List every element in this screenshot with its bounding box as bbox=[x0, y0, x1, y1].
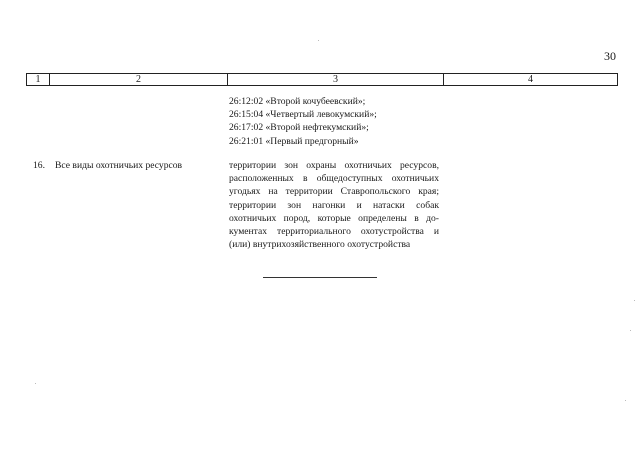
page-number: 30 bbox=[604, 49, 616, 63]
header-col-2: 2 bbox=[50, 74, 228, 85]
description-line: территории зон охраны охотничьих ресурсов, bbox=[229, 160, 439, 171]
code-line: 26:17:02 «Второй нефтекумский»; bbox=[229, 122, 369, 134]
code-line: 26:15:04 «Четвертый левокумский»; bbox=[229, 109, 377, 121]
header-col-1: 1 bbox=[27, 74, 50, 85]
description-line: территории зон нагонки и натаски собак bbox=[229, 199, 439, 211]
header-col-3: 3 bbox=[228, 74, 444, 85]
resource-name: Все виды охотничьих ресурсов bbox=[55, 160, 183, 171]
description-line: (или) внутрихозяйственного охотустройства bbox=[229, 239, 411, 251]
territory-description bbox=[229, 159, 439, 251]
header-col-4: 4 bbox=[528, 74, 533, 85]
description-line: расположенных в общедоступных охотничьих bbox=[229, 173, 439, 185]
code-line: 26:12:02 «Второй кочубеевский»; bbox=[229, 96, 366, 107]
end-divider bbox=[263, 277, 377, 278]
description-line: угодьях на территории Ставропольского края; bbox=[229, 186, 439, 198]
row-number: 16. bbox=[33, 160, 45, 171]
territory-codes bbox=[229, 95, 377, 148]
description-line: охотничьих пород, которые определены в до- bbox=[229, 212, 439, 224]
code-line: 26:21:01 «Первый предгорный» bbox=[229, 135, 359, 147]
table-header bbox=[26, 73, 618, 86]
description-line: кументах территориального охотустройства и bbox=[229, 226, 439, 238]
